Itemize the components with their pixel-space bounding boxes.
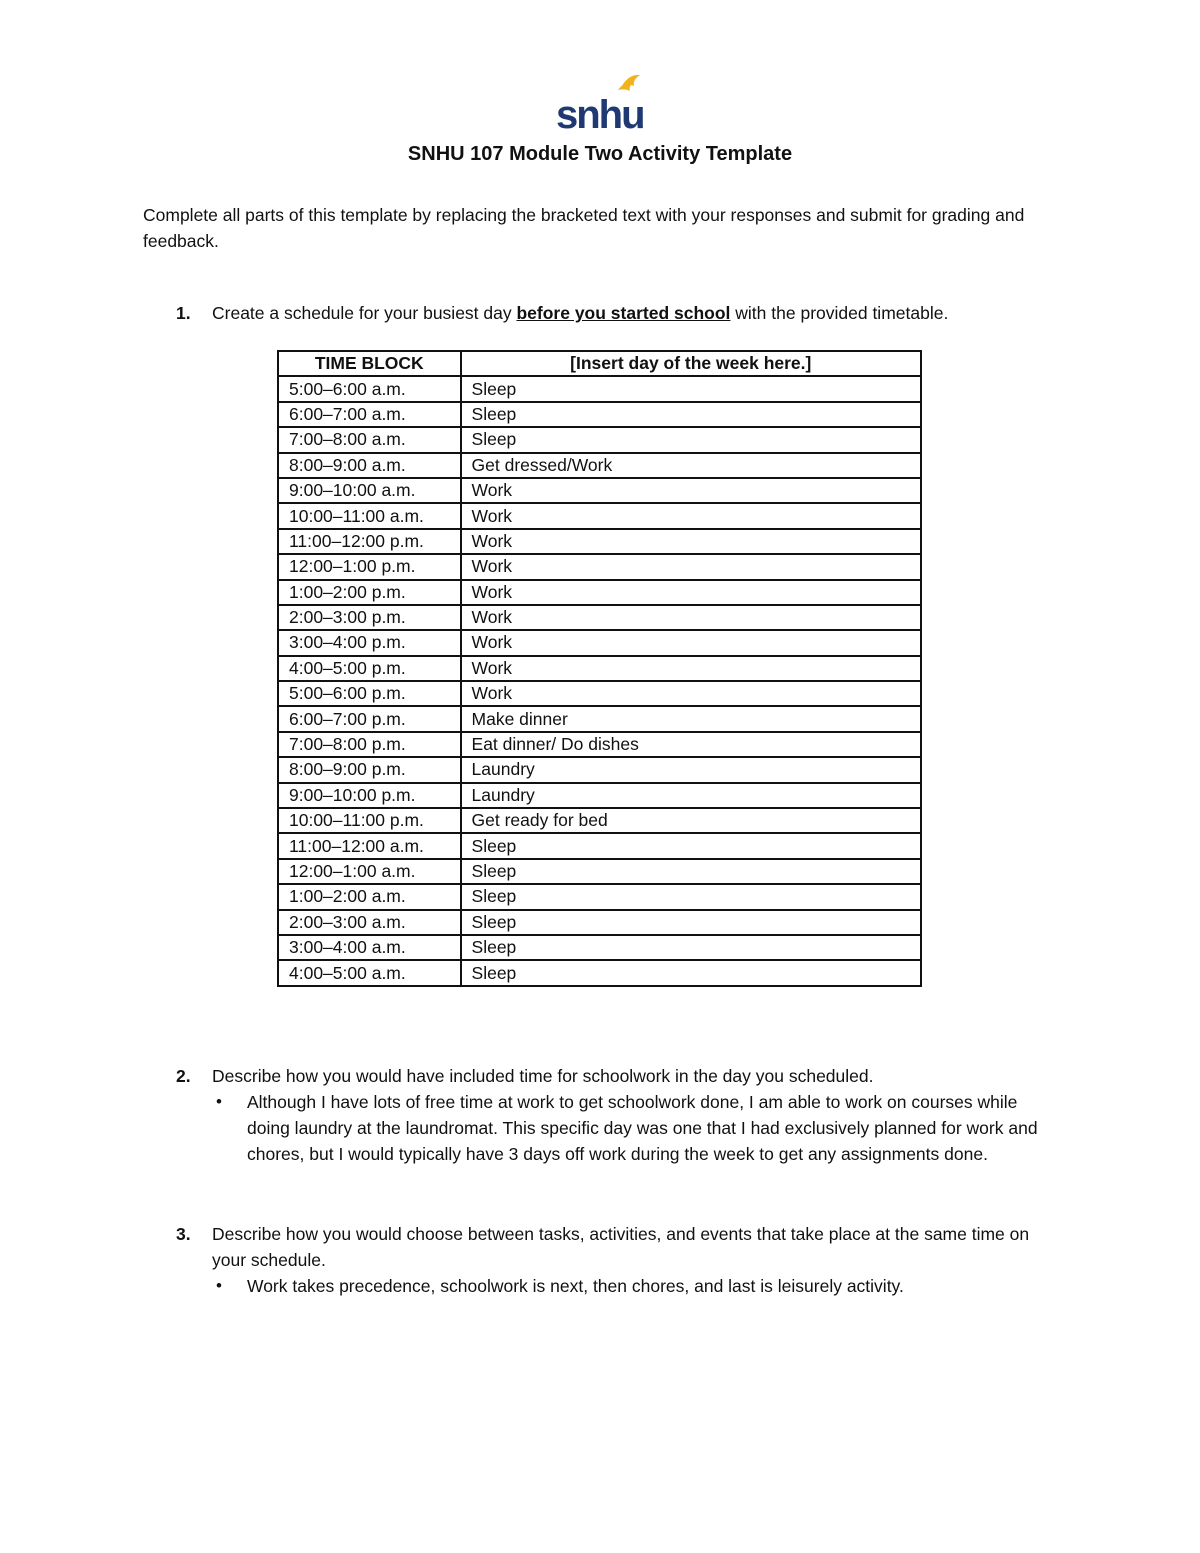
activity-cell: Work bbox=[461, 478, 921, 503]
activity-cell: Work bbox=[461, 656, 921, 681]
time-block-cell: 8:00–9:00 p.m. bbox=[278, 757, 461, 782]
schedule-body bbox=[278, 376, 921, 985]
activity-cell: Work bbox=[461, 630, 921, 655]
activity-cell: Sleep bbox=[461, 376, 921, 401]
activity-cell: Sleep bbox=[461, 910, 921, 935]
table-row bbox=[278, 605, 921, 630]
table-row bbox=[278, 706, 921, 731]
time-block-cell: 4:00–5:00 p.m. bbox=[278, 656, 461, 681]
table-row bbox=[278, 529, 921, 554]
question-text: Describe how you would choose between tasks, activities, and events that take place at the same time on your schedule. bbox=[212, 1224, 1030, 1270]
activity-cell: Sleep bbox=[461, 960, 921, 985]
question-text bbox=[212, 300, 1063, 326]
time-block-cell: 6:00–7:00 p.m. bbox=[278, 706, 461, 731]
activity-cell: Get dressed/Work bbox=[461, 453, 921, 478]
answer-text: Work takes precedence, schoolwork is next, then chores, and last is leisurely activity. bbox=[247, 1276, 904, 1296]
table-row bbox=[278, 960, 921, 985]
time-block-cell: 9:00–10:00 a.m. bbox=[278, 478, 461, 503]
table-row bbox=[278, 376, 921, 401]
header-day-of-week: [Insert day of the week here.] bbox=[461, 351, 921, 376]
instructions-text: Complete all parts of this template by replacing the bracketed text with your responses and submit for grading and feedback. bbox=[143, 205, 1025, 251]
time-block-cell: 11:00–12:00 p.m. bbox=[278, 529, 461, 554]
time-block-cell: 5:00–6:00 a.m. bbox=[278, 376, 461, 401]
answer-text: Although I have lots of free time at work to get schoolwork done, I am able to work on courses while doing laundry at the laundromat. This specific day was one that I had exclusively planned for work and chores, but I would typically have 3 days off work during the week to get any assignments done. bbox=[247, 1092, 1038, 1164]
table-row bbox=[278, 833, 921, 858]
activity-cell: Sleep bbox=[461, 884, 921, 909]
page-title: SNHU 107 Module Two Activity Template bbox=[407, 143, 793, 165]
table-row bbox=[278, 859, 921, 884]
activity-cell: Sleep bbox=[461, 833, 921, 858]
table-row bbox=[278, 630, 921, 655]
activity-cell: Laundry bbox=[461, 783, 921, 808]
activity-cell: Make dinner bbox=[461, 706, 921, 731]
header-time-block: TIME BLOCK bbox=[278, 351, 461, 376]
table-header-row bbox=[278, 351, 921, 376]
activity-cell: Work bbox=[461, 681, 921, 706]
answer-bullet bbox=[216, 1089, 1063, 1167]
time-block-cell: 10:00–11:00 p.m. bbox=[278, 808, 461, 833]
table-row bbox=[278, 783, 921, 808]
question-emphasis: before you started school bbox=[516, 303, 731, 323]
bullet-icon: • bbox=[216, 1276, 222, 1295]
time-block-cell: 7:00–8:00 a.m. bbox=[278, 427, 461, 452]
answer-bullet bbox=[216, 1273, 1063, 1299]
time-block-cell: 10:00–11:00 a.m. bbox=[278, 503, 461, 528]
snhu-logo bbox=[552, 72, 648, 134]
table-row bbox=[278, 427, 921, 452]
time-block-cell: 5:00–6:00 p.m. bbox=[278, 681, 461, 706]
time-block-cell: 1:00–2:00 a.m. bbox=[278, 884, 461, 909]
table-row bbox=[278, 757, 921, 782]
question-number: 1. bbox=[176, 303, 191, 323]
activity-cell: Work bbox=[461, 605, 921, 630]
question-number: 2. bbox=[176, 1066, 191, 1086]
question-text-part: with the provided timetable. bbox=[730, 303, 949, 323]
time-block-cell: 7:00–8:00 p.m. bbox=[278, 732, 461, 757]
time-block-cell: 2:00–3:00 a.m. bbox=[278, 910, 461, 935]
question-text-part: Create a schedule for your busiest day bbox=[212, 303, 517, 323]
table-row bbox=[278, 580, 921, 605]
table-row bbox=[278, 732, 921, 757]
activity-cell: Sleep bbox=[461, 935, 921, 960]
table-row bbox=[278, 402, 921, 427]
activity-cell: Laundry bbox=[461, 757, 921, 782]
table-row bbox=[278, 503, 921, 528]
table-row bbox=[278, 910, 921, 935]
time-block-cell: 4:00–5:00 a.m. bbox=[278, 960, 461, 985]
table-row bbox=[278, 884, 921, 909]
table-row bbox=[278, 656, 921, 681]
logo-wordmark: snhu bbox=[556, 93, 644, 134]
time-block-cell: 3:00–4:00 p.m. bbox=[278, 630, 461, 655]
time-block-cell: 1:00–2:00 p.m. bbox=[278, 580, 461, 605]
time-block-cell: 3:00–4:00 a.m. bbox=[278, 935, 461, 960]
time-block-cell: 6:00–7:00 a.m. bbox=[278, 402, 461, 427]
activity-cell: Work bbox=[461, 503, 921, 528]
question-2 bbox=[143, 1063, 1063, 1167]
table-row bbox=[278, 935, 921, 960]
time-block-cell: 9:00–10:00 p.m. bbox=[278, 783, 461, 808]
question-text: Describe how you would have included time for schoolwork in the day you scheduled. bbox=[212, 1066, 874, 1086]
time-block-cell: 2:00–3:00 p.m. bbox=[278, 605, 461, 630]
activity-cell: Work bbox=[461, 554, 921, 579]
activity-cell: Sleep bbox=[461, 402, 921, 427]
time-block-cell: 8:00–9:00 a.m. bbox=[278, 453, 461, 478]
table-row bbox=[278, 554, 921, 579]
activity-cell: Sleep bbox=[461, 427, 921, 452]
schedule-table bbox=[277, 350, 922, 987]
time-block-cell: 11:00–12:00 a.m. bbox=[278, 833, 461, 858]
table-row bbox=[278, 808, 921, 833]
time-block-cell: 12:00–1:00 p.m. bbox=[278, 554, 461, 579]
activity-cell: Work bbox=[461, 580, 921, 605]
bullet-icon: • bbox=[216, 1092, 222, 1111]
activity-cell: Work bbox=[461, 529, 921, 554]
question-number: 3. bbox=[176, 1224, 191, 1244]
table-row bbox=[278, 453, 921, 478]
question-3 bbox=[143, 1221, 1063, 1299]
table-row bbox=[278, 478, 921, 503]
time-block-cell: 12:00–1:00 a.m. bbox=[278, 859, 461, 884]
activity-cell: Sleep bbox=[461, 859, 921, 884]
activity-cell: Get ready for bed bbox=[461, 808, 921, 833]
table-row bbox=[278, 681, 921, 706]
activity-cell: Eat dinner/ Do dishes bbox=[461, 732, 921, 757]
question-1 bbox=[143, 300, 1063, 326]
